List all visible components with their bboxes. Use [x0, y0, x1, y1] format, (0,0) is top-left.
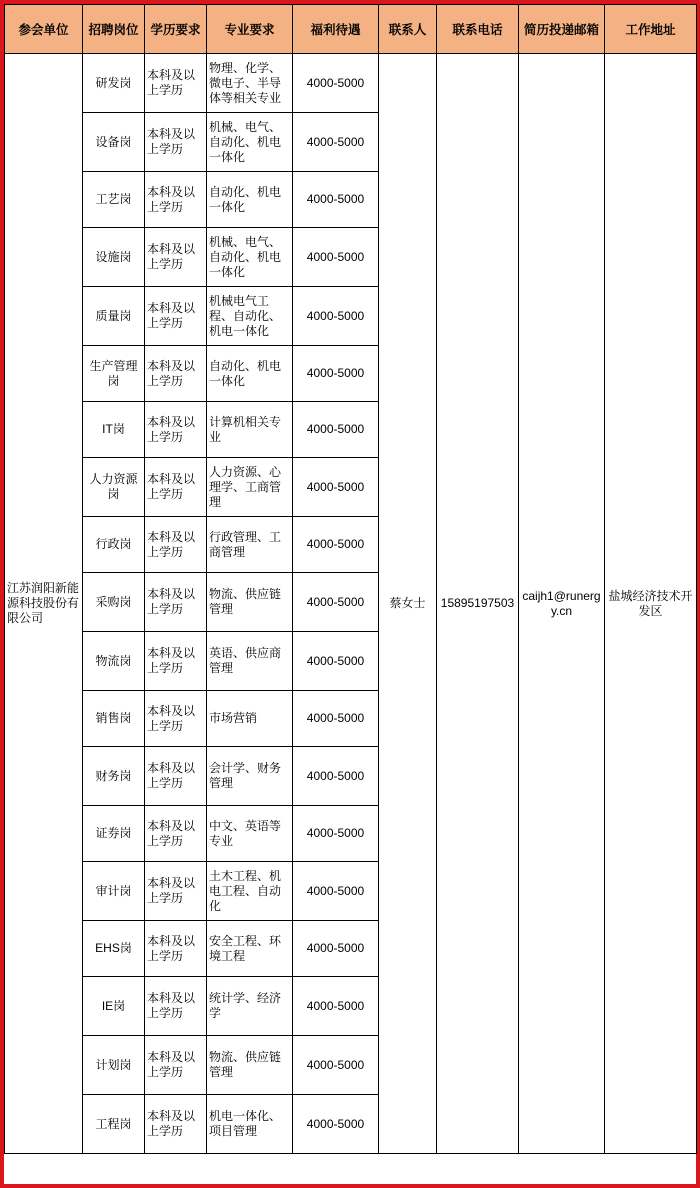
- position-cell: 物流岗: [83, 632, 145, 691]
- position-cell: IT岗: [83, 402, 145, 458]
- header-row: [5, 5, 697, 54]
- header-salary: 福利待遇: [293, 5, 379, 54]
- education-cell: 本科及以上学历: [145, 172, 207, 228]
- education-cell: 本科及以上学历: [145, 458, 207, 517]
- header-email: 简历投递邮箱: [519, 5, 605, 54]
- education-cell: 本科及以上学历: [145, 346, 207, 402]
- salary-cell: 4000-5000: [293, 346, 379, 402]
- salary-cell: 4000-5000: [293, 287, 379, 346]
- position-cell: EHS岗: [83, 921, 145, 977]
- resume-email: caijh1@runergy.cn: [519, 54, 605, 1154]
- position-cell: 人力资源岗: [83, 458, 145, 517]
- major-cell: 英语、供应商管理: [207, 632, 293, 691]
- position-cell: 销售岗: [83, 691, 145, 747]
- major-cell: 物流、供应链管理: [207, 573, 293, 632]
- salary-cell: 4000-5000: [293, 1036, 379, 1095]
- salary-cell: 4000-5000: [293, 113, 379, 172]
- header-education: 学历要求: [145, 5, 207, 54]
- education-cell: 本科及以上学历: [145, 402, 207, 458]
- major-cell: 自动化、机电一体化: [207, 346, 293, 402]
- company-name: 江苏润阳新能源科技股份有限公司: [5, 54, 83, 1154]
- education-cell: 本科及以上学历: [145, 691, 207, 747]
- major-cell: 统计学、经济学: [207, 977, 293, 1036]
- major-cell: 计算机相关专业: [207, 402, 293, 458]
- education-cell: 本科及以上学历: [145, 517, 207, 573]
- education-cell: 本科及以上学历: [145, 228, 207, 287]
- contact-phone: 15895197503: [437, 54, 519, 1154]
- position-cell: 计划岗: [83, 1036, 145, 1095]
- education-cell: 本科及以上学历: [145, 287, 207, 346]
- salary-cell: 4000-5000: [293, 402, 379, 458]
- major-cell: 中文、英语等专业: [207, 806, 293, 862]
- header-company: 参会单位: [5, 5, 83, 54]
- position-cell: 设备岗: [83, 113, 145, 172]
- education-cell: 本科及以上学历: [145, 632, 207, 691]
- salary-cell: 4000-5000: [293, 517, 379, 573]
- salary-cell: 4000-5000: [293, 228, 379, 287]
- position-cell: 工程岗: [83, 1095, 145, 1154]
- salary-cell: 4000-5000: [293, 806, 379, 862]
- work-address: 盐城经济技术开发区: [605, 54, 697, 1154]
- position-cell: 审计岗: [83, 862, 145, 921]
- major-cell: 行政管理、工商管理: [207, 517, 293, 573]
- position-cell: 研发岗: [83, 54, 145, 113]
- education-cell: 本科及以上学历: [145, 573, 207, 632]
- salary-cell: 4000-5000: [293, 691, 379, 747]
- position-cell: 生产管理岗: [83, 346, 145, 402]
- education-cell: 本科及以上学历: [145, 54, 207, 113]
- header-position: 招聘岗位: [83, 5, 145, 54]
- major-cell: 会计学、财务管理: [207, 747, 293, 806]
- recruitment-table: [4, 4, 697, 1154]
- header-contact: 联系人: [379, 5, 437, 54]
- education-cell: 本科及以上学历: [145, 747, 207, 806]
- education-cell: 本科及以上学历: [145, 806, 207, 862]
- salary-cell: 4000-5000: [293, 747, 379, 806]
- education-cell: 本科及以上学历: [145, 113, 207, 172]
- major-cell: 物流、供应链管理: [207, 1036, 293, 1095]
- salary-cell: 4000-5000: [293, 977, 379, 1036]
- major-cell: 土木工程、机电工程、自动化: [207, 862, 293, 921]
- education-cell: 本科及以上学历: [145, 977, 207, 1036]
- major-cell: 机电一体化、项目管理: [207, 1095, 293, 1154]
- header-address: 工作地址: [605, 5, 697, 54]
- position-cell: IE岗: [83, 977, 145, 1036]
- header-phone: 联系电话: [437, 5, 519, 54]
- major-cell: 机械、电气、自动化、机电一体化: [207, 113, 293, 172]
- major-cell: 机械电气工程、自动化、机电一体化: [207, 287, 293, 346]
- major-cell: 安全工程、环境工程: [207, 921, 293, 977]
- salary-cell: 4000-5000: [293, 632, 379, 691]
- position-cell: 财务岗: [83, 747, 145, 806]
- position-cell: 工艺岗: [83, 172, 145, 228]
- position-cell: 质量岗: [83, 287, 145, 346]
- major-cell: 市场营销: [207, 691, 293, 747]
- salary-cell: 4000-5000: [293, 54, 379, 113]
- salary-cell: 4000-5000: [293, 458, 379, 517]
- position-cell: 行政岗: [83, 517, 145, 573]
- education-cell: 本科及以上学历: [145, 862, 207, 921]
- header-major: 专业要求: [207, 5, 293, 54]
- salary-cell: 4000-5000: [293, 172, 379, 228]
- major-cell: 物理、化学、微电子、半导体等相关专业: [207, 54, 293, 113]
- major-cell: 自动化、机电一体化: [207, 172, 293, 228]
- education-cell: 本科及以上学历: [145, 1036, 207, 1095]
- education-cell: 本科及以上学历: [145, 1095, 207, 1154]
- position-cell: 证券岗: [83, 806, 145, 862]
- table-row: [5, 54, 697, 113]
- major-cell: 机械、电气、自动化、机电一体化: [207, 228, 293, 287]
- salary-cell: 4000-5000: [293, 921, 379, 977]
- salary-cell: 4000-5000: [293, 862, 379, 921]
- major-cell: 人力资源、心理学、工商管理: [207, 458, 293, 517]
- contact-name: 蔡女士: [379, 54, 437, 1154]
- salary-cell: 4000-5000: [293, 1095, 379, 1154]
- position-cell: 设施岗: [83, 228, 145, 287]
- position-cell: 采购岗: [83, 573, 145, 632]
- salary-cell: 4000-5000: [293, 573, 379, 632]
- education-cell: 本科及以上学历: [145, 921, 207, 977]
